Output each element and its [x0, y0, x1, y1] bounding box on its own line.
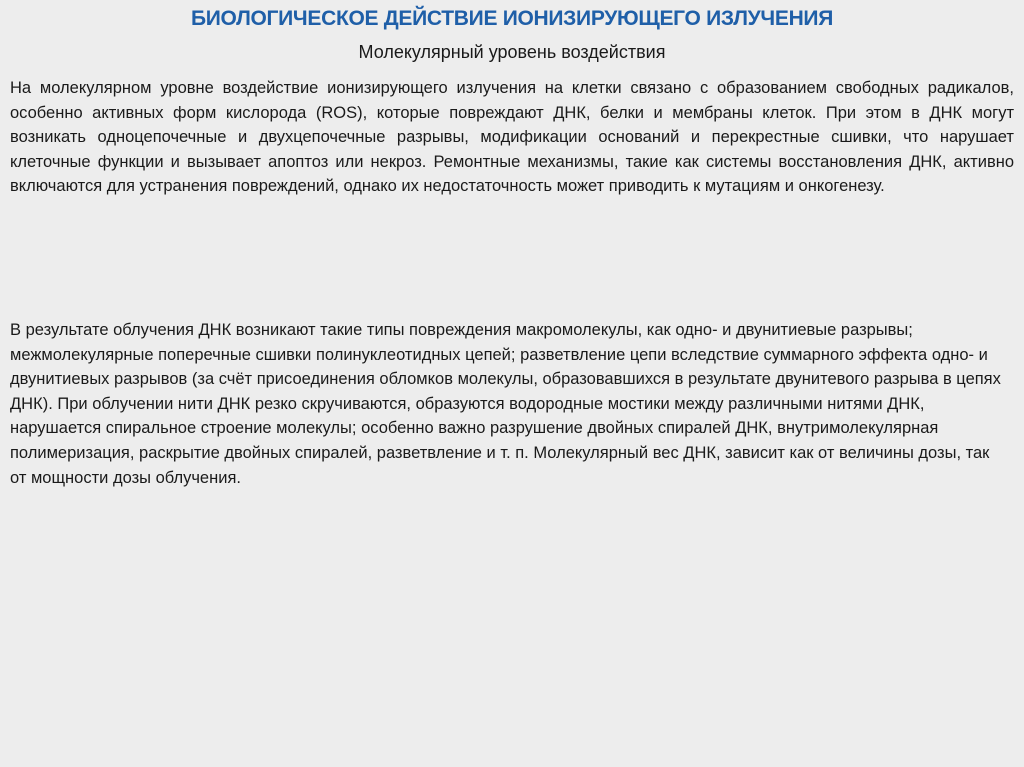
- slide-title: БИОЛОГИЧЕСКОЕ ДЕЙСТВИЕ ИОНИЗИРУЮЩЕГО ИЗЛУЧЕНИЯ: [190, 7, 834, 30]
- paragraph-molecular-level: На молекулярном уровне воздействие ионизирующего излучения на клетки связано с образованием свободных радикалов, особенно активных форм кислорода (ROS), которые повреждают ДНК, белки и мембраны клеток. При этом в ДНК могут возникать одноцепочечные и двухцепочечные разрывы, модификации оснований и перекрестные сшивки, что нарушает клеточные функции и вызывает апоптоз или некроз. Ремонтные механизмы, такие как системы восстановления ДНК, активно включаются для устранения повреждений, однако их недостаточность может приводить к мутациям и онкогенезу.: [10, 79, 1014, 196]
- paragraph-dna-damage: В результате облучения ДНК возникают такие типы повреждения макромолекулы, как одно- и двунитиевые разрывы; межмолекулярные поперечные сшивки полинуклеотидных цепей; разветвление цепи вследствие суммарного эффекта одно- и двунитиевых разрывов (за счёт присоединения обломков молекулы, образовавшихся в результате двунитевого разрыва в цепях ДНК). При облучении нити ДНК резко скручиваются, образуются водородные мостики между различными нитями ДНК, нарушается спиральное строение молекулы; особенно важно разрушение двойных спиралей ДНК, внутримолекулярная полимеризация, раскрытие двойных спиралей, разветвление и т. п. Молекулярный вес ДНК, зависит как от величины дозы, так от мощности дозы облучения.: [10, 321, 1001, 487]
- slide-subtitle: Молекулярный уровень воздействия: [358, 42, 666, 62]
